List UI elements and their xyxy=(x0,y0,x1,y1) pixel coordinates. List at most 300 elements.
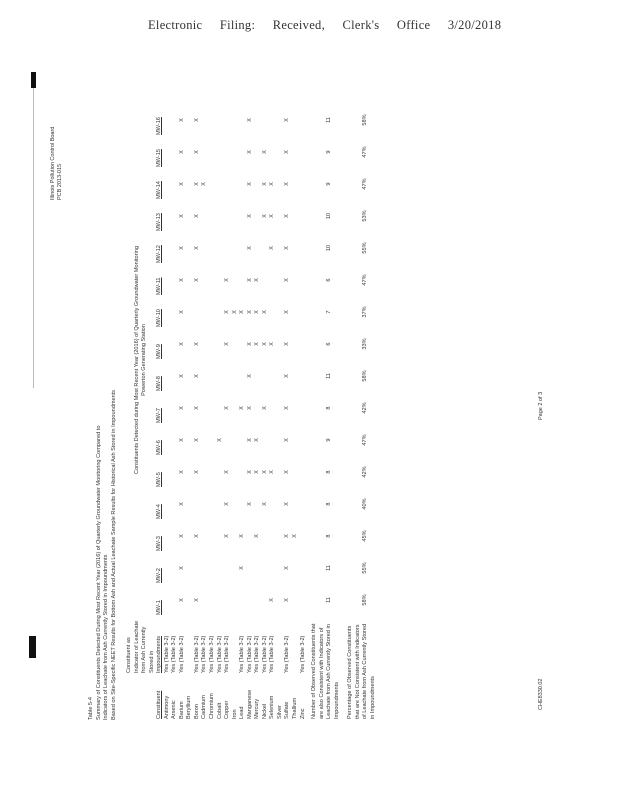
detection-mark: X xyxy=(284,534,291,538)
detection-mark xyxy=(300,296,308,328)
detection-mark: X xyxy=(284,278,291,282)
detection-mark xyxy=(201,392,209,424)
table-row xyxy=(262,104,270,720)
detection-mark xyxy=(201,360,209,392)
detection-mark: X xyxy=(246,214,253,218)
percentage-summary-value xyxy=(347,232,355,264)
count-summary-value xyxy=(319,168,327,200)
percentage-summary-value xyxy=(355,296,363,328)
detection-mark: X xyxy=(284,342,291,346)
detection-mark xyxy=(232,168,240,200)
indicator-value: Yes (Table 3-2) xyxy=(163,635,170,673)
detection-mark xyxy=(292,168,300,200)
detection-mark xyxy=(201,456,209,488)
detection-mark xyxy=(232,360,240,392)
count-summary-value xyxy=(311,232,319,264)
count-summary-value xyxy=(334,296,342,328)
count-summary-value xyxy=(334,584,342,616)
count-summary-value xyxy=(311,328,319,360)
table-row xyxy=(201,104,209,720)
detection-mark xyxy=(292,552,300,584)
percentage-summary-value xyxy=(355,136,363,168)
indicator-value xyxy=(186,616,194,674)
percentage-summary-value xyxy=(370,232,378,264)
table-row xyxy=(292,104,300,720)
percentage-summary-value: 55% xyxy=(362,242,369,254)
detection-mark xyxy=(300,360,308,392)
detection-mark: X xyxy=(239,566,246,570)
detection-mark xyxy=(232,200,240,232)
detection-mark xyxy=(217,200,225,232)
detection-mark: X xyxy=(193,470,200,474)
count-summary-value xyxy=(311,584,319,616)
detection-mark xyxy=(232,584,240,616)
table-title-line3: Based on Site-Specific NEET Results for Bottom Ash and Actual Leachate Sample Results for Historical Ash Stored in Impoundments xyxy=(110,389,117,720)
count-summary-value xyxy=(319,296,327,328)
detection-mark xyxy=(292,264,300,296)
detection-mark: X xyxy=(246,310,253,314)
detection-mark: X xyxy=(224,502,231,506)
percentage-summary-value: 47% xyxy=(362,274,369,286)
stamp-word-received: Received, xyxy=(272,18,326,32)
count-summary-value xyxy=(334,360,342,392)
detection-mark xyxy=(224,104,232,136)
constituent-name: Lead xyxy=(239,706,246,719)
detection-mark xyxy=(186,136,194,168)
detection-mark xyxy=(224,424,232,456)
detection-mark xyxy=(277,424,285,456)
percentage-summary-value xyxy=(355,232,363,264)
detection-mark xyxy=(186,328,194,360)
table-row xyxy=(254,104,262,720)
detection-mark xyxy=(239,360,247,392)
well-header-mw-13: MW-13 xyxy=(156,213,163,231)
detection-mark: X xyxy=(224,310,231,314)
stamp-word-office: Office xyxy=(396,18,431,32)
percentage-summary-value: 45% xyxy=(362,530,369,542)
detection-mark xyxy=(254,232,262,264)
detection-mark xyxy=(201,296,209,328)
page-number: Page 2 of 3 xyxy=(538,391,544,420)
detection-mark xyxy=(277,552,285,584)
detection-mark: X xyxy=(284,214,291,218)
detection-mark xyxy=(224,200,232,232)
detection-mark xyxy=(300,328,308,360)
detection-mark xyxy=(239,328,247,360)
detection-mark xyxy=(269,136,277,168)
detection-mark: X xyxy=(178,150,185,154)
detection-mark xyxy=(232,104,240,136)
count-summary-row xyxy=(319,104,327,720)
percentage-summary-label-line2: that are Not Consistent with Indicators xyxy=(354,624,361,719)
detection-mark: X xyxy=(178,374,185,378)
detection-mark xyxy=(247,520,255,552)
count-summary-value xyxy=(311,104,319,136)
percentage-summary-value: 47% xyxy=(362,178,369,190)
detection-mark: X xyxy=(254,438,261,442)
indicator-value xyxy=(277,616,285,674)
percentage-summary-value: 40% xyxy=(362,498,369,510)
detection-mark: X xyxy=(246,150,253,154)
count-summary-value xyxy=(319,200,327,232)
detection-mark xyxy=(186,488,194,520)
corner-note xyxy=(50,127,65,200)
detection-mark: X xyxy=(269,246,276,250)
detection-mark xyxy=(239,584,247,616)
detection-mark: X xyxy=(284,406,291,410)
detection-mark xyxy=(239,488,247,520)
detection-mark xyxy=(262,232,270,264)
detection-mark: X xyxy=(284,374,291,378)
scan-edge-mark-bottom xyxy=(29,636,36,658)
percentage-summary-value xyxy=(370,424,378,456)
detection-mark xyxy=(201,328,209,360)
detection-mark xyxy=(201,424,209,456)
detection-mark xyxy=(262,552,270,584)
detection-mark xyxy=(254,392,262,424)
percentage-summary-value xyxy=(370,200,378,232)
detection-mark xyxy=(300,456,308,488)
detection-mark xyxy=(217,488,225,520)
percentage-summary-value: 47% xyxy=(362,146,369,158)
detection-mark xyxy=(277,520,285,552)
percentage-summary-value xyxy=(347,360,355,392)
percentage-summary-value xyxy=(347,296,355,328)
constituent-name: Beryllium xyxy=(186,695,193,719)
detection-mark xyxy=(232,264,240,296)
detection-mark: X xyxy=(284,310,291,314)
table-row xyxy=(209,104,217,720)
indicator-header-line5: Impoundments xyxy=(156,635,163,673)
detection-mark xyxy=(277,136,285,168)
count-summary-row xyxy=(311,104,319,720)
detection-mark xyxy=(209,392,217,424)
indicator-value: Yes (Table 3-2) xyxy=(239,635,246,673)
detection-mark: X xyxy=(224,406,231,410)
detection-mark xyxy=(164,296,172,328)
detection-mark xyxy=(164,104,172,136)
detection-mark xyxy=(254,488,262,520)
percentage-summary-row xyxy=(362,104,370,720)
indicator-header-line4: Stored in xyxy=(148,650,155,673)
detection-mark: X xyxy=(193,246,200,250)
detection-mark xyxy=(269,520,277,552)
detection-mark xyxy=(232,328,240,360)
well-header-mw-2: MW-2 xyxy=(156,568,163,583)
indicator-value: Yes (Table 3-2) xyxy=(209,635,216,673)
detection-mark xyxy=(209,552,217,584)
detection-mark xyxy=(300,200,308,232)
table-header-indicator-row3 xyxy=(141,104,149,720)
detection-mark: X xyxy=(178,342,185,346)
count-summary-value: 8 xyxy=(326,470,333,474)
count-summary-value: 8 xyxy=(326,502,333,506)
detection-mark: X xyxy=(224,534,231,538)
detection-mark: X xyxy=(284,470,291,474)
count-summary-value xyxy=(334,488,342,520)
detection-mark xyxy=(269,104,277,136)
percentage-summary-value: 58% xyxy=(362,114,369,126)
detection-mark xyxy=(232,424,240,456)
indicator-header-line3: from Ash Currently xyxy=(141,626,148,673)
detection-mark: X xyxy=(246,470,253,474)
count-summary-label-line1: Number of Observed Constituents that xyxy=(311,623,318,719)
percentage-summary-value xyxy=(347,200,355,232)
well-header-row xyxy=(156,104,164,720)
table-row xyxy=(179,104,187,720)
percentage-summary-label-line1: Percentage of Observed Constituents xyxy=(347,625,354,719)
detection-mark xyxy=(269,392,277,424)
count-summary-value xyxy=(319,520,327,552)
percentage-summary-value xyxy=(370,136,378,168)
detection-mark xyxy=(292,392,300,424)
well-header-mw-7: MW-7 xyxy=(156,408,163,423)
percentage-summary-value: 42% xyxy=(362,466,369,478)
percentage-summary-value: 47% xyxy=(362,434,369,446)
detection-mark xyxy=(186,424,194,456)
count-summary-value xyxy=(319,136,327,168)
percentage-summary-value xyxy=(355,360,363,392)
detection-mark xyxy=(209,136,217,168)
percentage-summary-value xyxy=(370,584,378,616)
percentage-summary-value xyxy=(355,200,363,232)
detection-mark: X xyxy=(284,118,291,122)
count-summary-value: 11 xyxy=(326,565,333,571)
constituent-name: Antimony xyxy=(163,695,170,719)
count-summary-value: 11 xyxy=(326,597,333,603)
detection-mark xyxy=(217,136,225,168)
detection-mark: X xyxy=(231,310,238,314)
detection-mark: X xyxy=(178,278,185,282)
count-summary-row xyxy=(326,104,334,720)
detection-mark xyxy=(277,328,285,360)
percentage-summary-value xyxy=(370,264,378,296)
detection-mark xyxy=(292,104,300,136)
table-header-indicator-row2 xyxy=(134,104,142,720)
detection-mark xyxy=(262,584,270,616)
detection-mark xyxy=(292,200,300,232)
table-title-block xyxy=(88,260,118,720)
detection-mark xyxy=(254,584,262,616)
count-summary-value: 9 xyxy=(326,150,333,154)
detection-mark: X xyxy=(246,342,253,346)
detection-mark: X xyxy=(178,598,185,602)
detection-mark: X xyxy=(269,342,276,346)
detection-mark: X xyxy=(254,342,261,346)
indicator-value: Yes (Table 3-2) xyxy=(224,635,231,673)
detection-mark xyxy=(217,264,225,296)
count-summary-value: 11 xyxy=(326,373,333,379)
constituent-name: Copper xyxy=(224,700,231,719)
detection-mark xyxy=(201,136,209,168)
indicator-value: Yes (Table 3-2) xyxy=(299,635,306,673)
percentage-summary-value: 53% xyxy=(362,210,369,222)
detection-mark: X xyxy=(193,406,200,410)
constituent-name: Manganese xyxy=(246,689,253,719)
percentage-summary-value xyxy=(355,552,363,584)
count-summary-value xyxy=(311,360,319,392)
detection-mark: X xyxy=(261,214,268,218)
detection-mark xyxy=(254,104,262,136)
percentage-summary-value xyxy=(355,392,363,424)
detection-mark xyxy=(164,456,172,488)
constituent-name: Silver xyxy=(276,705,283,719)
detection-mark xyxy=(254,136,262,168)
detection-mark: X xyxy=(178,246,185,250)
detection-mark xyxy=(292,424,300,456)
detection-mark xyxy=(186,168,194,200)
count-summary-value xyxy=(311,392,319,424)
detection-mark xyxy=(201,104,209,136)
count-summary-value xyxy=(319,424,327,456)
detection-mark xyxy=(292,584,300,616)
constituent-header: Constituent xyxy=(156,690,163,719)
table-row xyxy=(186,104,194,720)
detection-mark xyxy=(247,552,255,584)
detection-mark xyxy=(217,456,225,488)
count-summary-value xyxy=(311,520,319,552)
group-header: Constituents Detected during Most Recent Year (2016) of Quarterly Groundwater Monitoring xyxy=(133,246,140,474)
well-header-mw-11: MW-11 xyxy=(156,277,163,295)
count-summary-label-line2: are also Consistent with Indicators of xyxy=(318,627,325,719)
scan-edge-mark-top xyxy=(31,72,36,88)
percentage-summary-value xyxy=(347,424,355,456)
detection-mark xyxy=(171,392,179,424)
detection-mark: X xyxy=(254,310,261,314)
detection-mark xyxy=(277,488,285,520)
spacer-row xyxy=(378,104,384,720)
indicator-header-line1: Constituent as xyxy=(126,637,132,673)
percentage-summary-value xyxy=(347,328,355,360)
detection-mark xyxy=(164,328,172,360)
detection-mark xyxy=(171,168,179,200)
detection-mark xyxy=(171,584,179,616)
detection-mark xyxy=(164,488,172,520)
well-header-mw-10: MW-10 xyxy=(156,309,163,327)
detection-mark xyxy=(209,584,217,616)
percentage-summary-value xyxy=(355,424,363,456)
detection-mark xyxy=(201,232,209,264)
detection-mark xyxy=(232,136,240,168)
count-summary-label-line3: Leachate from Ash Currently Stored in xyxy=(326,624,333,719)
percentage-summary-value: 33% xyxy=(362,338,369,350)
detection-mark xyxy=(171,520,179,552)
detection-mark xyxy=(171,200,179,232)
table-row xyxy=(217,104,225,720)
well-header-mw-3: MW-3 xyxy=(156,536,163,551)
detection-mark: X xyxy=(292,534,299,538)
percentage-summary-value xyxy=(347,392,355,424)
count-summary-value xyxy=(334,392,342,424)
detection-mark xyxy=(300,392,308,424)
constituent-name: Zinc xyxy=(299,708,306,719)
percentage-summary-value xyxy=(347,488,355,520)
detection-mark xyxy=(171,552,179,584)
count-summary-value: 10 xyxy=(326,212,333,220)
footer-document-code: CHE8330.02 xyxy=(538,678,544,710)
count-summary-value xyxy=(319,104,327,136)
detection-mark xyxy=(217,392,225,424)
detection-mark xyxy=(300,584,308,616)
detection-mark xyxy=(209,200,217,232)
count-summary-value: 9 xyxy=(326,438,333,442)
constituent-name: Arsenic xyxy=(171,700,178,719)
count-summary-value: 8 xyxy=(326,534,333,538)
detection-mark xyxy=(217,168,225,200)
detection-mark xyxy=(217,232,225,264)
detection-mark xyxy=(277,584,285,616)
detection-mark xyxy=(239,232,247,264)
detection-mark xyxy=(209,296,217,328)
count-summary-value: 10 xyxy=(326,244,333,252)
detection-mark: X xyxy=(224,278,231,282)
detection-mark xyxy=(292,296,300,328)
constituent-name: Cobalt xyxy=(216,702,223,719)
detection-mark xyxy=(201,488,209,520)
count-summary-value xyxy=(311,456,319,488)
detection-mark xyxy=(224,168,232,200)
detection-mark xyxy=(209,232,217,264)
constituent-name: Cadmium xyxy=(201,695,208,719)
detection-mark: X xyxy=(254,278,261,282)
percentage-summary-value xyxy=(370,296,378,328)
percentage-summary-value xyxy=(370,360,378,392)
table-row xyxy=(232,104,240,720)
detection-mark xyxy=(209,360,217,392)
detection-mark xyxy=(171,488,179,520)
indicator-value xyxy=(232,616,240,674)
table-row xyxy=(239,104,247,720)
detection-mark: X xyxy=(269,214,276,218)
detection-mark xyxy=(209,520,217,552)
detection-mark xyxy=(164,232,172,264)
scan-edge-line xyxy=(33,88,34,388)
count-summary-value xyxy=(311,264,319,296)
count-summary-value: 9 xyxy=(326,182,333,186)
table-row xyxy=(300,104,308,720)
table-row xyxy=(277,104,285,720)
count-summary-value xyxy=(319,232,327,264)
detection-mark xyxy=(217,520,225,552)
detection-mark xyxy=(224,584,232,616)
count-summary-value xyxy=(334,424,342,456)
detection-mark: X xyxy=(269,598,276,602)
detection-mark xyxy=(217,584,225,616)
detection-mark xyxy=(209,488,217,520)
count-summary-value xyxy=(311,296,319,328)
count-summary-value: 11 xyxy=(326,117,333,123)
detection-mark xyxy=(201,520,209,552)
detection-mark: X xyxy=(246,246,253,250)
detection-mark: X xyxy=(178,566,185,570)
detection-mark xyxy=(201,200,209,232)
count-summary-value xyxy=(334,136,342,168)
percentage-summary-value xyxy=(370,392,378,424)
detection-mark xyxy=(292,136,300,168)
detection-mark: X xyxy=(178,214,185,218)
detection-mark: X xyxy=(178,438,185,442)
detection-mark xyxy=(186,360,194,392)
detection-mark xyxy=(164,424,172,456)
table-title-line1: Summary of Constituents Detected During Most Recent Year (2016) of Quarterly Groundwater Monitoring Compared to xyxy=(95,425,102,720)
count-summary-value xyxy=(311,424,319,456)
detection-mark xyxy=(209,104,217,136)
table-header-indicator-row4 xyxy=(149,104,157,720)
detection-mark: X xyxy=(193,278,200,282)
detection-mark xyxy=(292,360,300,392)
detection-mark xyxy=(277,296,285,328)
detection-mark xyxy=(300,520,308,552)
